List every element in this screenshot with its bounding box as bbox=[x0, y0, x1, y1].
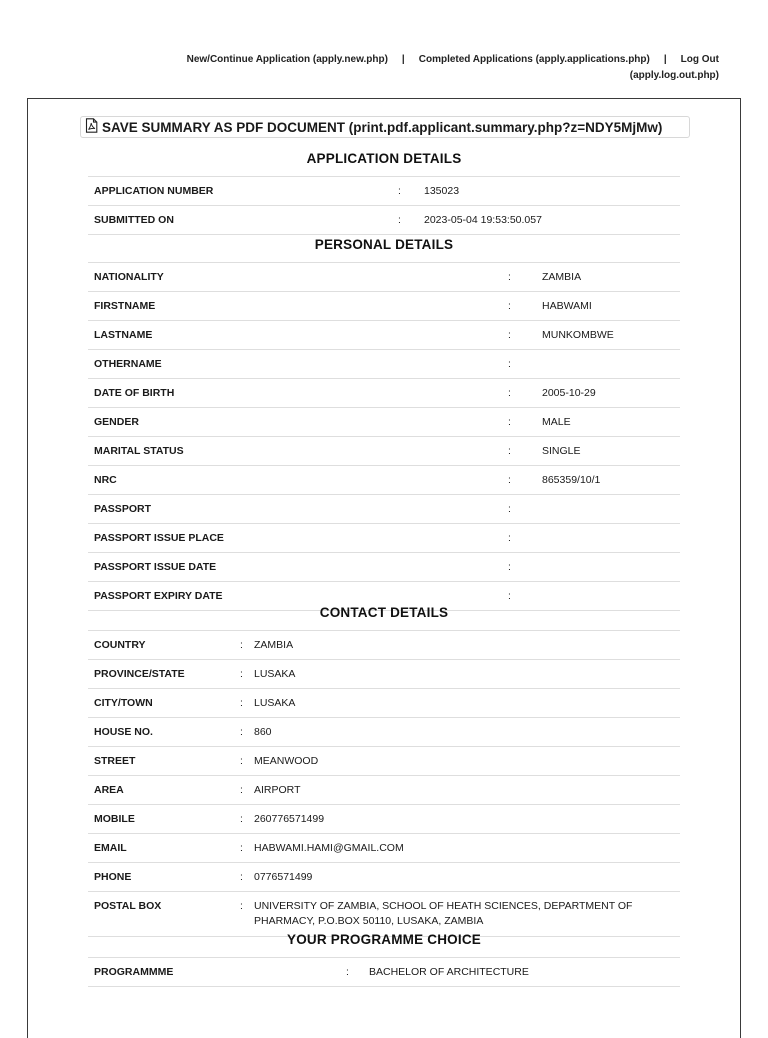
field-separator: : bbox=[508, 329, 511, 341]
field-label: STREET bbox=[94, 755, 136, 767]
field-label: NATIONALITY bbox=[94, 271, 164, 283]
field-value: 260776571499 bbox=[254, 813, 325, 825]
field-value: ZAMBIA bbox=[254, 639, 294, 651]
logout-link-path[interactable]: (apply.log.out.php) bbox=[629, 70, 719, 81]
table-divider bbox=[88, 234, 680, 235]
field-value: 2005-10-29 bbox=[542, 387, 596, 399]
table-row bbox=[88, 205, 680, 234]
personal-table bbox=[88, 262, 680, 611]
field-label: HOUSE NO. bbox=[94, 726, 153, 738]
field-value: 135023 bbox=[424, 185, 460, 197]
table-row bbox=[88, 262, 680, 291]
field-separator: : bbox=[240, 755, 243, 767]
top-nav-line-2 bbox=[60, 68, 719, 84]
table-row bbox=[88, 407, 680, 436]
summary-panel bbox=[27, 98, 741, 1038]
field-label: GENDER bbox=[94, 416, 139, 428]
field-separator: : bbox=[508, 300, 511, 312]
field-label: COUNTRY bbox=[94, 639, 146, 651]
field-value: MUNKOMBWE bbox=[542, 329, 614, 341]
field-value: MEANWOOD bbox=[254, 755, 319, 767]
field-separator: : bbox=[346, 966, 349, 978]
field-value: AIRPORT bbox=[254, 784, 301, 796]
field-value: HABWAMI.HAMI@GMAIL.COM bbox=[254, 842, 404, 854]
new-application-link[interactable]: New/Continue Application (apply.new.php) bbox=[186, 54, 388, 65]
table-row bbox=[88, 465, 680, 494]
table-row bbox=[88, 688, 680, 717]
field-label: PHONE bbox=[94, 871, 132, 883]
field-label: SUBMITTED ON bbox=[94, 214, 174, 226]
completed-applications-link[interactable]: Completed Applications (apply.applications.php) bbox=[418, 54, 650, 65]
table-row bbox=[88, 717, 680, 746]
field-value: 860 bbox=[254, 726, 272, 738]
table-row bbox=[88, 320, 680, 349]
field-label: EMAIL bbox=[94, 842, 127, 854]
field-separator: : bbox=[508, 358, 511, 370]
field-value: 0776571499 bbox=[254, 871, 313, 883]
field-separator: : bbox=[240, 668, 243, 680]
table-row bbox=[88, 378, 680, 407]
field-label: APPLICATION NUMBER bbox=[94, 185, 214, 197]
top-navigation bbox=[60, 52, 719, 84]
field-label: DATE OF BIRTH bbox=[94, 387, 175, 399]
field-value: MALE bbox=[542, 416, 571, 428]
field-label: PASSPORT bbox=[94, 503, 151, 515]
field-label: POSTAL BOX bbox=[94, 900, 162, 912]
field-separator: : bbox=[508, 590, 511, 602]
field-separator: : bbox=[508, 387, 511, 399]
field-separator: : bbox=[508, 561, 511, 573]
field-label: OTHERNAME bbox=[94, 358, 162, 370]
table-row bbox=[88, 659, 680, 688]
table-row bbox=[88, 552, 680, 581]
field-separator: : bbox=[240, 639, 243, 651]
field-label: AREA bbox=[94, 784, 124, 796]
top-nav-line-1 bbox=[60, 52, 719, 68]
table-row bbox=[88, 436, 680, 465]
field-label: CITY/TOWN bbox=[94, 697, 153, 709]
table-row bbox=[88, 291, 680, 320]
field-label: PASSPORT ISSUE DATE bbox=[94, 561, 217, 573]
field-separator: : bbox=[240, 871, 243, 883]
field-separator: : bbox=[508, 416, 511, 428]
field-value: UNIVERSITY OF ZAMBIA, SCHOOL OF HEATH SCIENCES, DEPARTMENT OF PHARMACY, P.O.BOX 50110, LUSAKA, ZAMBIA bbox=[254, 900, 633, 927]
field-label: PROVINCE/STATE bbox=[94, 668, 185, 680]
field-separator: : bbox=[240, 842, 243, 854]
field-separator: : bbox=[240, 900, 243, 912]
table-row bbox=[88, 630, 680, 659]
field-separator: : bbox=[508, 503, 511, 515]
field-separator: : bbox=[508, 445, 511, 457]
field-label: FIRSTNAME bbox=[94, 300, 156, 312]
field-separator: : bbox=[508, 532, 511, 544]
table-row bbox=[88, 804, 680, 833]
field-label: NRC bbox=[94, 474, 117, 486]
field-value: SINGLE bbox=[542, 445, 581, 457]
field-value: 2023-05-04 19:53:50.057 bbox=[424, 214, 542, 226]
save-pdf-label: SAVE SUMMARY AS PDF DOCUMENT (print.pdf.applicant.summary.php?z=NDY5MjMw) bbox=[102, 119, 663, 135]
field-value: ZAMBIA bbox=[542, 271, 582, 283]
field-label: MARITAL STATUS bbox=[94, 445, 184, 457]
field-value: HABWAMI bbox=[542, 300, 592, 312]
field-label: PROGRAMMME bbox=[94, 966, 174, 978]
table-row bbox=[88, 891, 680, 936]
field-label: PASSPORT ISSUE PLACE bbox=[94, 532, 224, 544]
field-separator: : bbox=[398, 185, 401, 197]
field-separator: : bbox=[240, 697, 243, 709]
field-separator: : bbox=[508, 474, 511, 486]
table-row bbox=[88, 494, 680, 523]
field-value: 865359/10/1 bbox=[542, 474, 601, 486]
field-value: LUSAKA bbox=[254, 668, 296, 680]
field-label: LASTNAME bbox=[94, 329, 153, 341]
programme-section-title: YOUR PROGRAMME CHOICE bbox=[287, 932, 481, 947]
contact-table bbox=[88, 630, 680, 937]
field-value: LUSAKA bbox=[254, 697, 296, 709]
table-row bbox=[88, 523, 680, 552]
field-separator: : bbox=[508, 271, 511, 283]
application-section-title: APPLICATION DETAILS bbox=[306, 151, 462, 166]
table-divider bbox=[88, 986, 680, 987]
table-row bbox=[88, 349, 680, 378]
contact-section-title: CONTACT DETAILS bbox=[319, 605, 449, 620]
table-row bbox=[88, 833, 680, 862]
pdf-file-icon bbox=[85, 118, 102, 136]
field-label: PASSPORT EXPIRY DATE bbox=[94, 590, 223, 602]
field-separator: : bbox=[398, 214, 401, 226]
save-pdf-button[interactable] bbox=[80, 116, 690, 138]
logout-link[interactable]: Log Out bbox=[680, 54, 719, 65]
nav-separator: | bbox=[663, 54, 667, 65]
table-row bbox=[88, 775, 680, 804]
field-separator: : bbox=[240, 726, 243, 738]
table-row bbox=[88, 746, 680, 775]
field-value: BACHELOR OF ARCHITECTURE bbox=[369, 966, 529, 978]
field-separator: : bbox=[240, 813, 243, 825]
field-separator: : bbox=[240, 784, 243, 796]
application-table bbox=[88, 176, 680, 235]
field-label: MOBILE bbox=[94, 813, 135, 825]
table-row bbox=[88, 176, 680, 205]
programme-table bbox=[88, 957, 680, 987]
nav-separator: | bbox=[401, 54, 405, 65]
personal-section-title: PERSONAL DETAILS bbox=[314, 237, 454, 252]
table-row bbox=[88, 862, 680, 891]
table-row bbox=[88, 957, 680, 986]
